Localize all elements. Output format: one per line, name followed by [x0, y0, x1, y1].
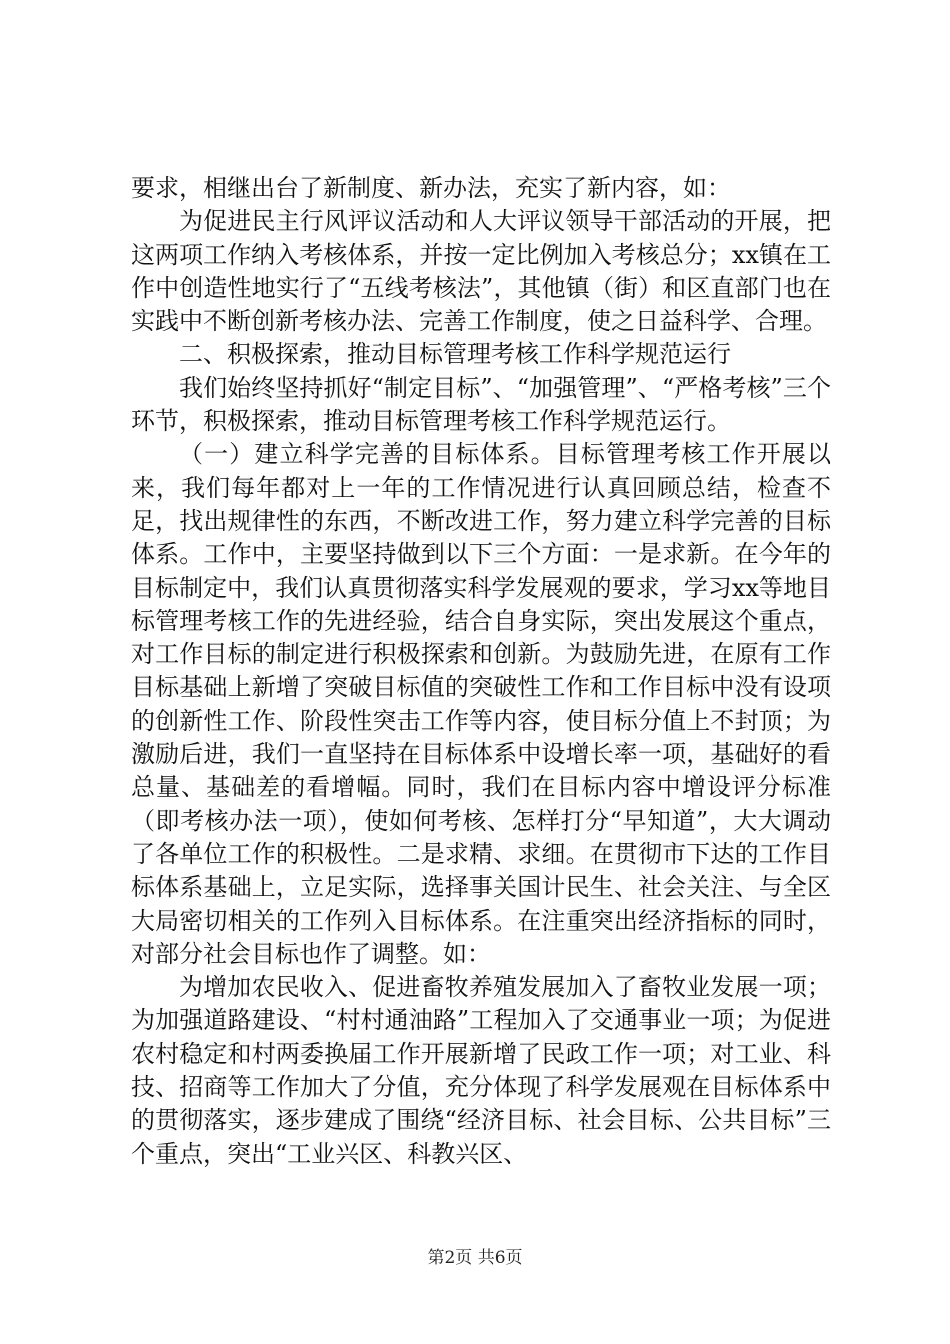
paragraph: 为增加农民收入、促进畜牧养殖发展加入了畜牧业发展一项；为加强道路建设、“村村通油路”工程加入了交通事业一项；为促进农村稳定和村两委换届工作开展新增了民政工作一项；对工业、科技、招商等工作加大了分值，充分体现了科学发展观在目标体系中的贯彻落实，逐步建成了围绕“经济目标、社会目标、公共目标”三个重点，突出“工业兴区、科教兴区、 [131, 973, 831, 1168]
paragraph: 我们始终坚持抓好“制定目标”、“加强管理”、“严格考核”三个环节，积极探索，推动目标管理考核工作科学规范运行。 [131, 373, 831, 436]
paragraph: 为促进民主行风评议活动和人大评议领导干部活动的开展，把这两项工作纳入考核体系，并按一定比例加入考核总分；xx镇在工作中创造性地实行了“五线考核法”，其他镇（街）和区直部门也在实践中不断创新考核办法、完善工作制度，使之日益科学、合理。 [131, 207, 831, 336]
paragraph-continuation: 要求，相继出台了新制度、新办法，充实了新内容，如： [131, 174, 731, 202]
page-footer: 第2页 共6页 [427, 1248, 523, 1268]
section-heading: 二、积极探索，推动目标管理考核工作科学规范运行 [179, 340, 731, 369]
document-body [131, 172, 831, 1171]
paragraph: （一）建立科学完善的目标体系。目标管理考核工作开展以来，我们每年都对上一年的工作情况进行认真回顾总结，检查不足，找出规律性的东西，不断改进工作，努力建立科学完善的目标体系。工作中，主要坚持做到以下三个方面：一是求新。在今年的目标制定中，我们认真贯彻落实科学发展观的要求，学习xx等地目标管理考核工作的先进经验，结合自身实际，突出发展这个重点，对工作目标的制定进行积极探索和创新。为鼓励先进，在原有工作目标基础上新增了突破目标值的突破性工作和工作目标中没有设项的创新性工作、阶段性突击工作等内容，使目标分值上不封顶；为激励后进，我们一直坚持在目标体系中设增长率一项，基础好的看总量、基础差的看增幅。同时，我们在目标内容中增设评分标准（即考核办法一项），使如何考核、怎样打分“早知道”，大大调动了各单位工作的积极性。二是求精、求细。在贯彻市下达的工作目标体系基础上，立足实际，选择事关国计民生、社会关注、与全区大局密切相关的工作列入目标体系。在注重突出经济指标的同时，对部分社会目标也作了调整。如： [131, 440, 831, 968]
